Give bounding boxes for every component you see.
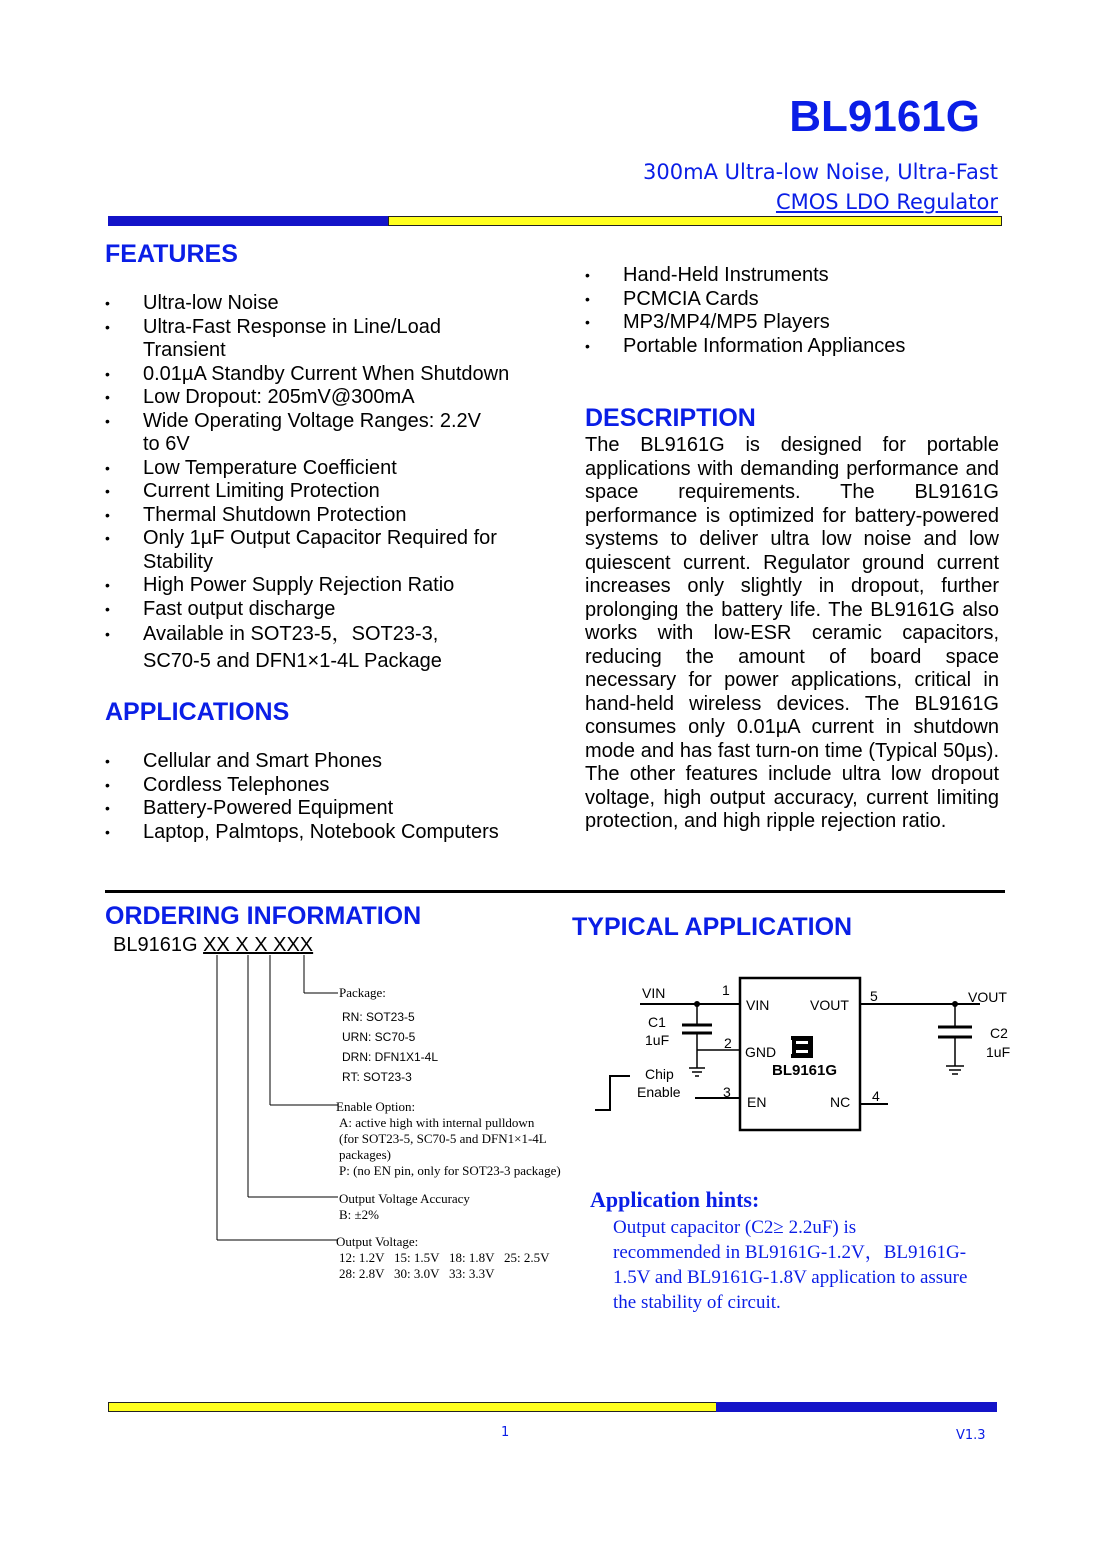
pin3-number: 3 [723, 1084, 731, 1100]
chip-enable-label-line2: Enable [637, 1084, 681, 1100]
brand-logo-icon [791, 1036, 813, 1058]
list-item: • Wide Operating Voltage Ranges: 2.2V to 6V [105, 410, 503, 457]
subtitle-line2: CMOS LDO Regulator [775, 190, 998, 214]
pin-en-label: EN [747, 1094, 767, 1110]
list-item: • Ultra-low Noise [105, 292, 525, 316]
hint-line: 1.5V and BL9161G-1.8V application to assure [613, 1267, 968, 1288]
description-heading: DESCRIPTION [585, 404, 756, 432]
enable-line: (for SOT23-5, SC70-5 and DFN1×1-4L [339, 1131, 547, 1146]
ordering-heading: ORDERING INFORMATION [105, 902, 422, 930]
list-item: • Cellular and Smart Phones [105, 750, 525, 774]
version-label: V1.3 [956, 1428, 986, 1443]
description-text: The BL9161G is designed for portable applications with demanding performance and space requirements. The BL9161G performance is optimized for battery-powered systems to deliver ultra low noise and low quiescent current. Regulator ground current increases only slightly in dropout, further prolonging the battery life. The BL9161G also works with low-ESR ceramic capacitors, reducing the amount of board space necessary for power applications, critical in hand-held wireless devices. The BL9161G consumes only 0.01µA current in shutdown mode and has fast turn-on time (Typical 50µs). The other features include ultra low dropout voltage, high output accuracy, current limiting protection, and high ripple rejection ratio. [585, 434, 999, 832]
voltage-line2: 28: 2.8V 30: 3.0V 33: 3.3V [339, 1266, 495, 1281]
chip-name-label: BL9161G [772, 1062, 838, 1079]
c2-label: C2 [990, 1025, 1008, 1041]
c2-value: 1uF [986, 1044, 1011, 1060]
voltage-label: Output Voltage: [336, 1234, 419, 1249]
package-option: URN: SC70-5 [342, 1030, 416, 1044]
list-item: • 0.01µA Standby Current When Shutdown [105, 363, 525, 387]
applications-heading: APPLICATIONS [105, 698, 290, 726]
footer-bar-blue [716, 1402, 997, 1412]
typical-application-heading: TYPICAL APPLICATION [572, 913, 853, 941]
footer-bar-yellow [108, 1402, 718, 1412]
c1-value: 1uF [645, 1032, 670, 1048]
hint-line: Output capacitor (C2≥ 2.2uF) is [613, 1217, 857, 1238]
accuracy-label: Output Voltage Accuracy [339, 1191, 470, 1206]
list-item: • Low Dropout: 205mV@300mA [105, 386, 525, 410]
list-item: • Low Temperature Coefficient [105, 457, 525, 481]
applications-list-right [585, 264, 985, 358]
pin-vout-label: VOUT [810, 997, 849, 1013]
section-divider [105, 890, 1005, 893]
ordering-code-suffix: XX X X XXX [203, 934, 314, 956]
header-bar-blue [108, 216, 390, 226]
list-item: • PCMCIA Cards [585, 288, 985, 312]
application-hints-text [613, 1215, 1013, 1315]
vin-ext-label: VIN [642, 985, 666, 1001]
pin5-number: 5 [870, 988, 878, 1004]
enable-options [339, 1115, 584, 1179]
list-item: • Hand-Held Instruments [585, 264, 985, 288]
package-label: Package: [339, 985, 386, 1000]
pin2-number: 2 [724, 1035, 732, 1051]
c1-label: C1 [648, 1014, 666, 1030]
ordering-tree-lines [200, 955, 350, 1245]
typical-application-schematic [590, 970, 1030, 1150]
package-option: RT: SOT23-3 [342, 1070, 412, 1084]
enable-line: A: active high with internal pulldown [339, 1115, 535, 1130]
page-number: 1 [501, 1425, 510, 1440]
package-option: RN: SOT23-5 [342, 1010, 415, 1024]
header-bar-yellow [388, 216, 1002, 226]
list-item: • Thermal Shutdown Protection [105, 504, 525, 528]
enable-line: packages) [339, 1147, 391, 1162]
vout-ext-label: VOUT [968, 989, 1007, 1005]
features-heading: FEATURES [105, 240, 238, 268]
package-option: DRN: DFN1X1-4L [342, 1050, 439, 1064]
part-number-title: BL9161G [789, 92, 980, 141]
ordering-code-prefix: BL9161G [113, 934, 204, 956]
ordering-code [113, 934, 313, 957]
pin-vin-label: VIN [746, 997, 770, 1013]
hint-line: the stability of circuit. [613, 1292, 781, 1313]
package-options [342, 1007, 438, 1087]
list-item: • MP3/MP4/MP5 Players [585, 311, 985, 335]
list-item: • Portable Information Appliances [585, 335, 985, 359]
accuracy-value: B: ±2% [339, 1207, 379, 1222]
pin-nc-label: NC [830, 1094, 851, 1110]
list-item: • Current Limiting Protection [105, 480, 525, 504]
pin1-number: 1 [722, 982, 730, 998]
list-item: • Available in SOT23-5，SOT23-3, SC70-5 and DFN1×1-4L Package [105, 621, 473, 675]
hint-line: recommended in BL9161G-1.2V，BL9161G- [613, 1242, 967, 1263]
chip-enable-label-line1: Chip [645, 1066, 674, 1082]
applications-list-left [105, 750, 525, 844]
list-item: • Laptop, Palmtops, Notebook Computers [105, 821, 525, 845]
voltage-line1: 12: 1.2V 15: 1.5V 18: 1.8V 25: 2.5V [339, 1250, 550, 1265]
application-hints-title: Application hints: [590, 1187, 760, 1212]
enable-label: Enable Option: [336, 1099, 416, 1114]
subtitle-line1: 300mA Ultra-low Noise, Ultra-Fast [643, 160, 998, 184]
enable-line: P: (no EN pin, only for SOT23-3 package) [339, 1163, 561, 1178]
list-item: • High Power Supply Rejection Ratio [105, 574, 525, 598]
list-item: • Battery-Powered Equipment [105, 797, 525, 821]
list-item: • Only 1µF Output Capacitor Required for Stability [105, 527, 518, 574]
features-list [105, 292, 525, 675]
list-item: • Fast output discharge [105, 598, 525, 622]
list-item: • Ultra-Fast Response in Line/Load Transient [105, 316, 463, 363]
pin-gnd-label: GND [745, 1044, 777, 1060]
list-item: • Cordless Telephones [105, 774, 525, 798]
pin4-number: 4 [872, 1088, 880, 1104]
